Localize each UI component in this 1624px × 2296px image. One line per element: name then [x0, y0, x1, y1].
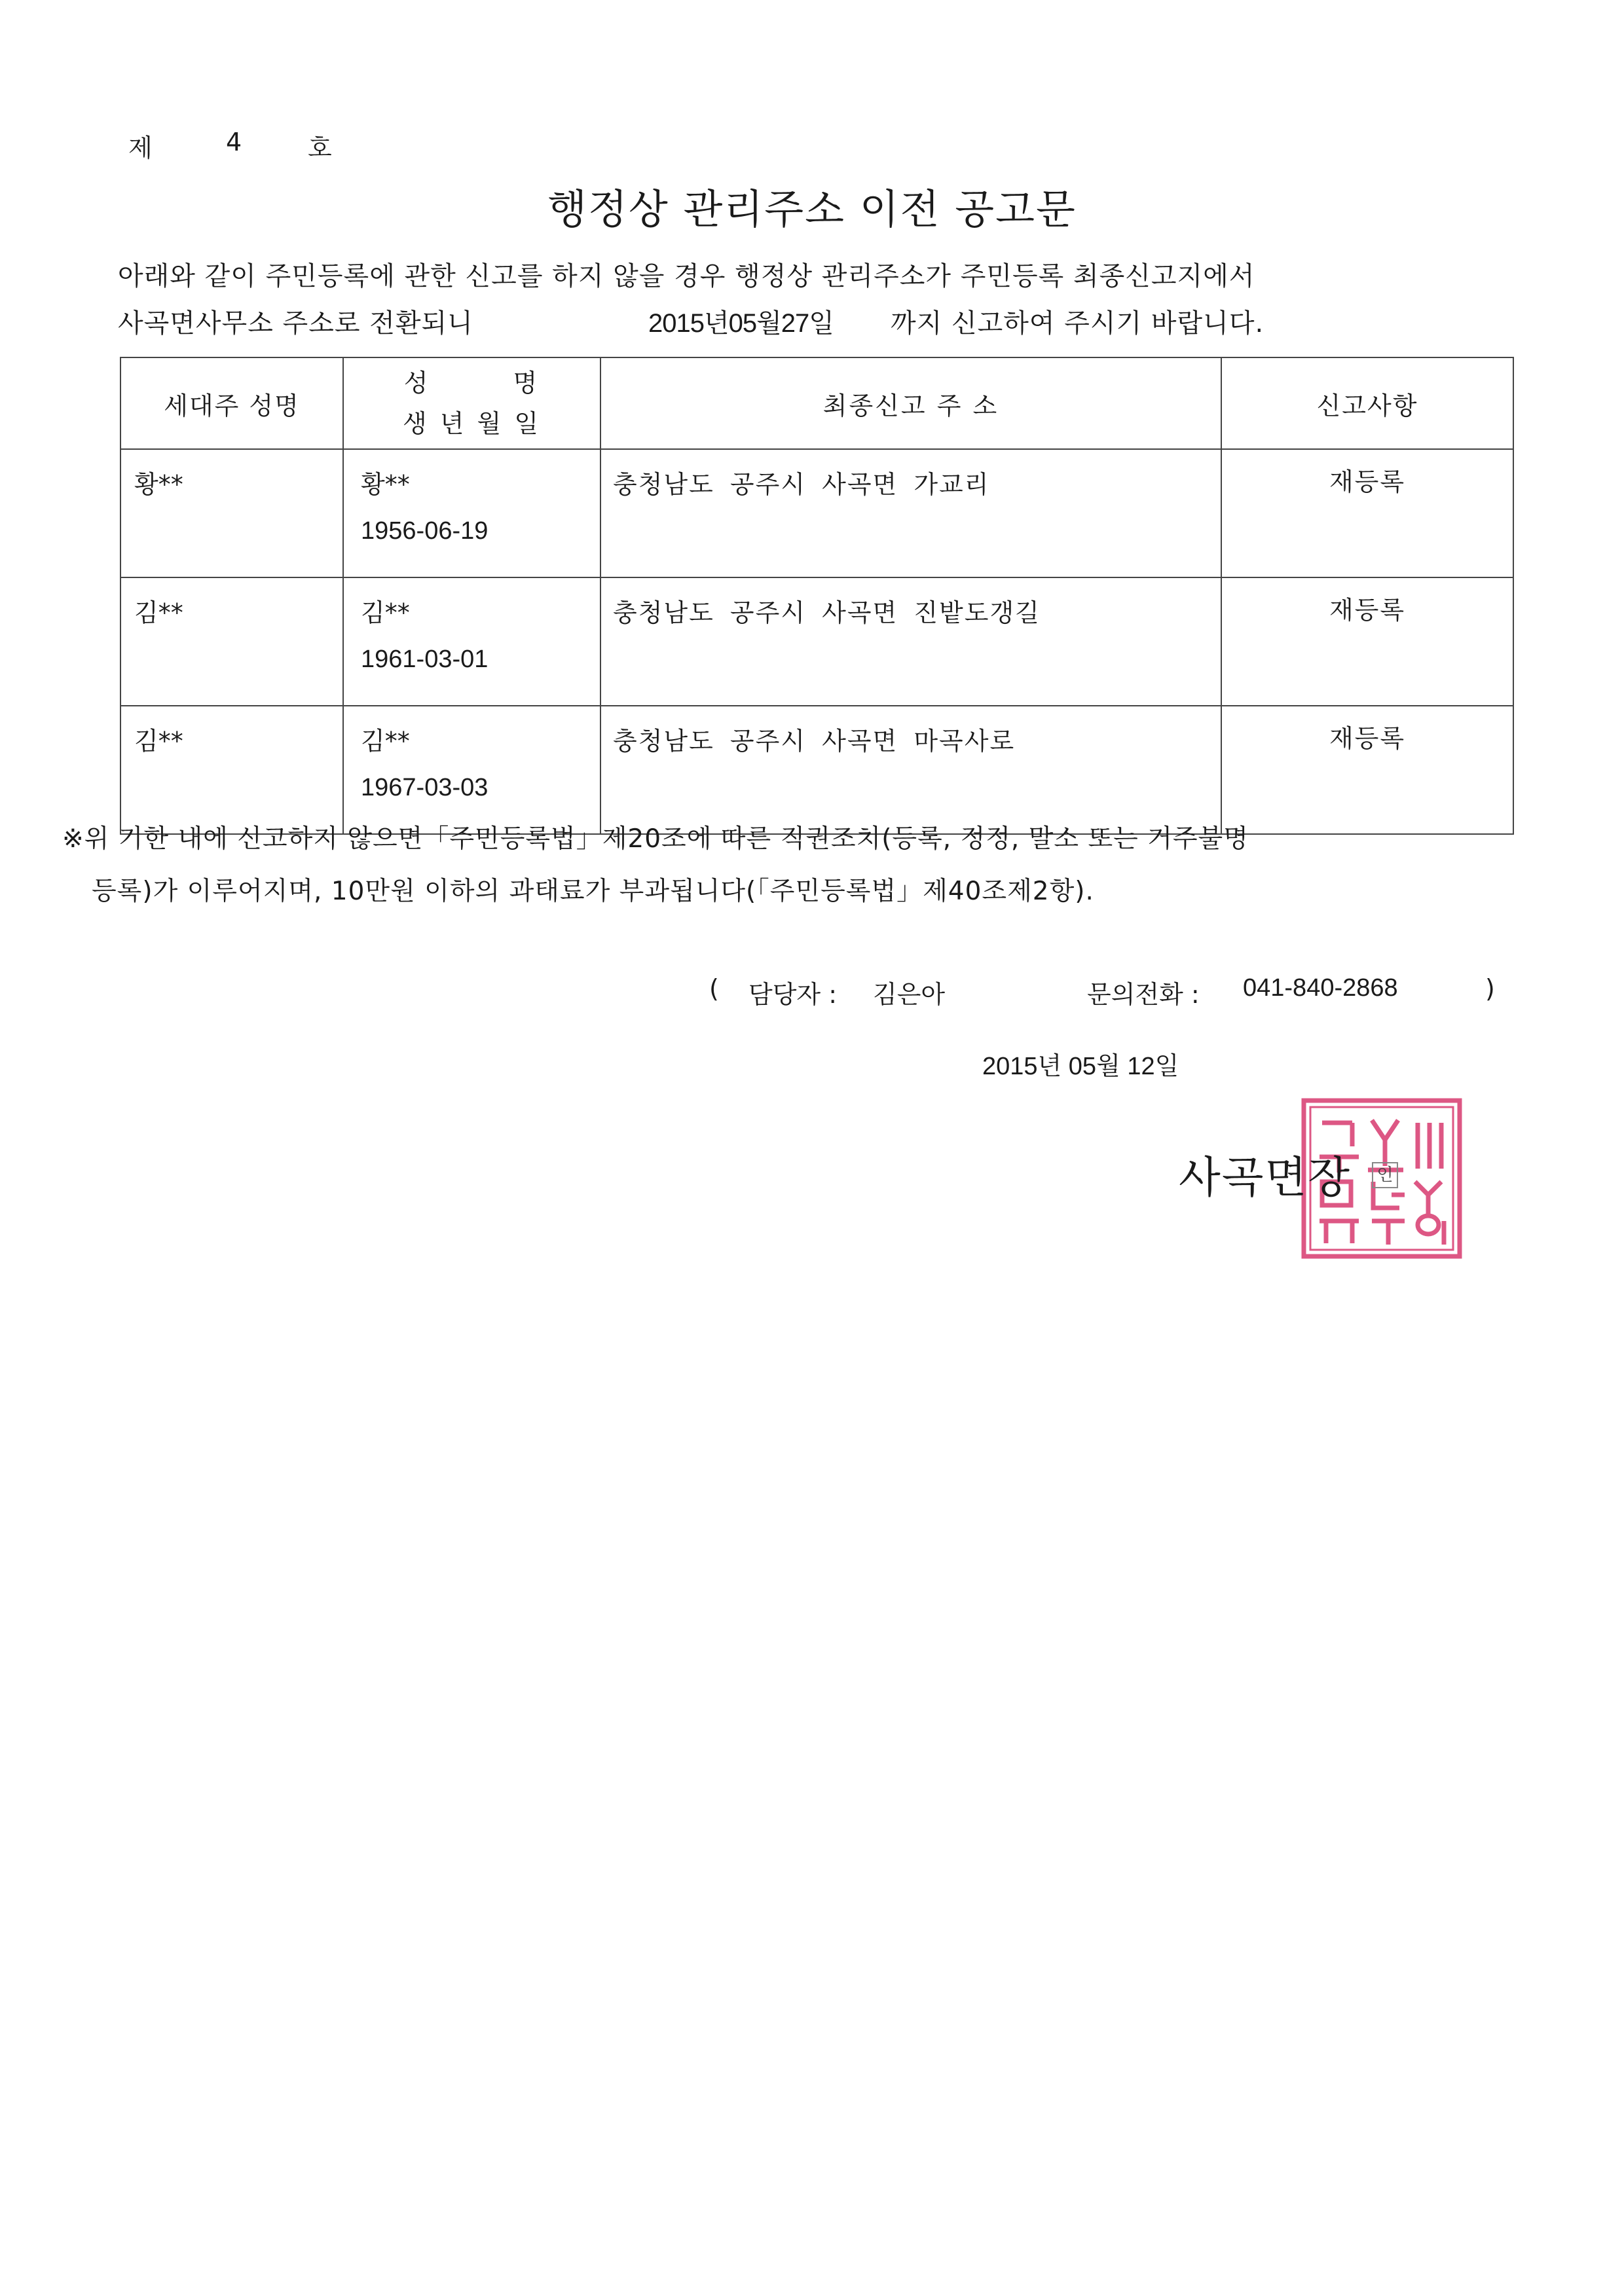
contact-open-paren: (: [709, 974, 719, 1003]
address-cell: 충청남도 공주시 사곡면 마곡사로: [600, 706, 1221, 834]
report-cell: 재등록: [1221, 449, 1513, 577]
intro-line-2: 사곡면사무소 주소로 전환되니: [118, 308, 473, 338]
householder-cell: 김**: [120, 706, 343, 834]
person-name: 김**: [361, 598, 410, 627]
birth-date: 1956-06-19: [361, 517, 489, 545]
person-name: 김**: [361, 727, 410, 756]
householder-cell: 김**: [120, 577, 343, 706]
header-householder: 세대주 성명: [120, 357, 343, 449]
name-dob-cell: [343, 449, 600, 577]
contact-phone: 041-840-2868: [1243, 974, 1398, 1002]
address-cell: 충청남도 공주시 사곡면 가교리: [600, 449, 1221, 577]
header-report: 신고사항: [1221, 357, 1513, 449]
intro-line-1: 아래와 같이 주민등록에 관한 신고를 하지 않을 경우 행정상 관리주소가 주민등록 최종신고지에서: [118, 261, 1255, 291]
report-cell: 재등록: [1221, 706, 1513, 834]
signature-title: 사곡면장: [1179, 1152, 1352, 1203]
contact-close-paren: ): [1485, 974, 1495, 1003]
doc-number-prefix: 제: [128, 134, 153, 162]
header-dob: 생 년 월 일: [402, 409, 542, 438]
person-name: 황**: [361, 470, 410, 499]
contact-person: 김은아: [873, 980, 946, 1009]
doc-number: 4: [226, 128, 242, 156]
issue-date: 2015년 05월 12일: [982, 1053, 1179, 1080]
table-header-row: [120, 357, 1513, 449]
report-cell: 재등록: [1221, 577, 1513, 706]
birth-date: 1961-03-01: [361, 646, 489, 673]
table-row: [120, 449, 1513, 577]
penalty-notice-line-2: 등록)가 이루어지며, 10만원 이하의 과태료가 부과됩니다(「주민등록법」제40조제2항).: [92, 877, 1094, 906]
table-row: [120, 706, 1513, 834]
deadline-date: 2015년05월27일: [648, 309, 834, 338]
intro-line-2-end: 까지 신고하여 주시기 바랍니다.: [891, 308, 1264, 338]
seal-mark: 인: [1372, 1162, 1398, 1188]
doc-number-suffix: 호: [308, 134, 332, 162]
address-cell: 충청남도 공주시 사곡면 진밭도갱길: [600, 577, 1221, 706]
header-name-dob: [343, 357, 600, 449]
name-dob-cell: [343, 577, 600, 706]
header-name: 성 명: [403, 369, 540, 397]
name-dob-cell: [343, 706, 600, 834]
table-row: [120, 577, 1513, 706]
document-title: 행정상 관리주소 이전 공고문: [547, 185, 1077, 233]
birth-date: 1967-03-03: [361, 774, 489, 801]
header-address: 최종신고 주 소: [600, 357, 1221, 449]
registration-table: [120, 357, 1514, 835]
householder-cell: 황**: [120, 449, 343, 577]
contact-phone-label: 문의전화 :: [1087, 980, 1200, 1009]
contact-person-label: 담당자 :: [748, 980, 838, 1009]
penalty-notice-line-1: ※위 기한 내에 신고하지 않으면「주민등록법」제20조에 따른 직권조치(등록, 정정, 말소 또는 거주불명: [62, 824, 1249, 854]
